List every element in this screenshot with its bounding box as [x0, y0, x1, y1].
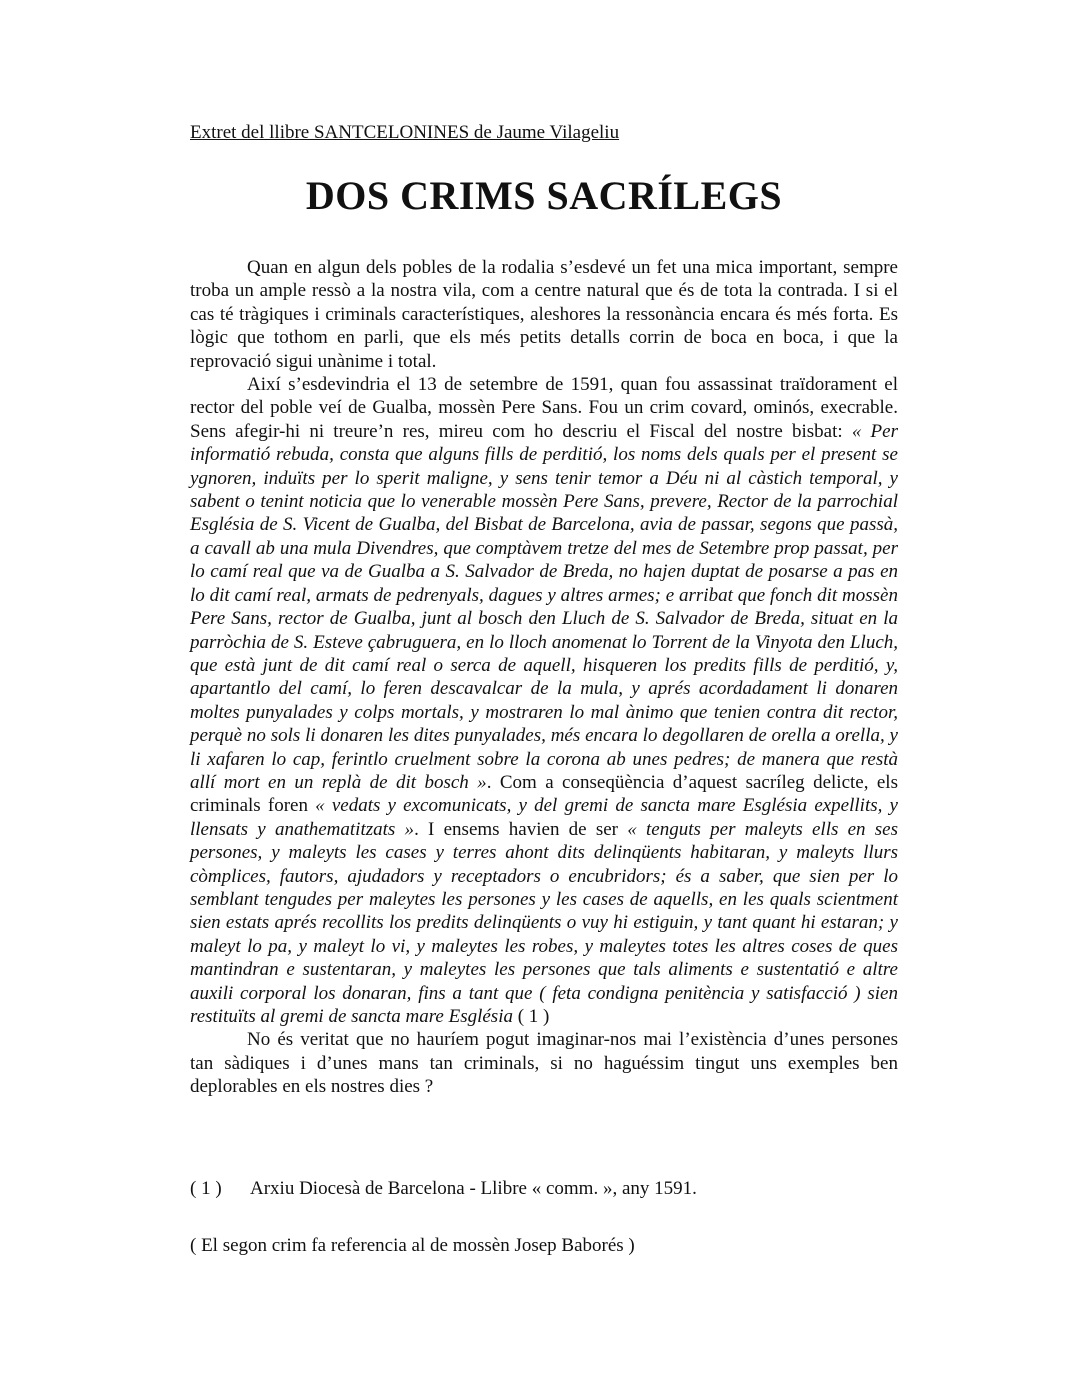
- footnote-1-text: Arxiu Diocesà de Barcelona - Llibre « comm. », any 1591.: [250, 1178, 697, 1199]
- text-run-footnote-ref: ( 1 ): [512, 1006, 550, 1027]
- footnote-1: [190, 1177, 898, 1200]
- text-column: [190, 122, 898, 1099]
- text-run-narration: Així s’esdevindria el 13 de setembre de 1591, quan fou assassinat traïdorament el rector del poble veí de Gualba, mossèn Pere Sans. Fou un crim covard, ominós, execrable. Sens afegir-hi ni treure’n res, mireu com ho descriu el Fiscal del nostre bisbat:: [190, 374, 898, 442]
- footnotes-section: [190, 1177, 898, 1257]
- text-run-excommunication-quote: « vedats y excomunicats, y del gremi de sancta mare Església expellits, y llensats y anathematitzats »: [190, 795, 898, 840]
- page-title: DOS CRIMS SACRÍLEGS: [305, 173, 783, 218]
- footnote-2: ( El segon crim fa referencia al de mossèn Josep Baborés ): [190, 1235, 635, 1256]
- footnote-1-marker: ( 1 ): [190, 1178, 222, 1199]
- text-run-fiscal-quote: « Per informatió rebuda, consta que alguns fills de perditió, los noms dels quals per el present se ygnoren, induïts per lo sperit maligne, y sens tenir temor a Déu ni al càstich temporal, y sabent o tenint noticia que lo venerable mossèn Pere Sans, prevere, Rector de la parrochial Església de S. Vicent de Gualba, del Bisbat de Barcelona, avia de passar, segons que passà, a cavall ab una mula Divendres, que comptàvem tretze del mes de Setembre prop passat, per lo camí real que va de Gualba a S. Salvador de Breda, no hajen duptat de posarse a pas en lo dit camí real, armats de pedrenyals, dagues y altres armes; e arribat que fonch dit mossèn Pere Sans, rector de Gualba, junt al bosch den Lluch de S. Salvador de Breda, situat en la parròchia de S. Esteve çabruguera, en lo lloch anomenat lo Torrent de la Vinyota den Lluch, que està junt de dit camí real o serca de aquell, hisqueren los predits fills de perditió, y, apartantlo del camí, lo feren descavalcar de la mula, y aprés acordadament li donaren moltes punyalades y colps mortals, y mostraren lo mal ànimo que tenien contra dit rector, perquè no sols li donaren les dites punyalades, més encara lo degollaren de orella a orella, y li xafaren lo cap, ferintlo cruelment sobre la corona ab unes pedres; de manera que restà allí mort en un replà de dit bosch »: [190, 420, 898, 793]
- text-run-narration: . Com a conseqüència d’aquest sacríleg delicte, els criminals foren: [190, 771, 898, 817]
- source-line: Extret del llibre SANTCELONINES de Jaume Vilageliu: [190, 122, 620, 143]
- text-run-narration: . I ensems havien de ser: [414, 818, 628, 840]
- paragraph-crime-account: [190, 373, 898, 1028]
- paragraph-intro: Quan en algun dels pobles de la rodalia s’esdevé un fet una mica important, sempre troba un ample ressò a la nostra vila, com a centre natural que és de tota la contrada. I si el cas té tràgiques i criminals característiques, aleshores la ressonància encara és més forta. Es lògic que tothom en parli, que els més petits detalls corrin de boca en boca, i que la reprovació sigui unànime i total.: [190, 257, 898, 372]
- article-body: [190, 256, 898, 1099]
- paragraph-closing: No és veritat que no hauríem pogut imaginar-nos mai l’existència d’unes persones tan sàdiques i d’unes mans tan criminals, si no haguéssim tingut uns exemples ben deplorables en els nostres dies ?: [190, 1029, 898, 1098]
- text-run-curse-quote: « tenguts per maleyts ells en ses persones, y maleyts les cases y terres ahont dits delinqüents habitaran, y maleyts llurs còmplices, fautors, ajudadors y receptadors o encubridors; és a saber, que sien per lo semblant tengudes per maleytes les persones y les cases de aquells, en les quals scientment sien estats aprés recollits los predits delinqüents o vuy hi estiguin, y tant quant hi estaran; y maleyt lo pa, y maleyt lo vi, y maleytes les robes, y maleytes totes les altres coses de ques mantindran e sustentaran, y maleytes les persones que tals aliments e sustentatió e altre auxili corporal los donaran, fins a tant que ( feta condigna penitència y satisfacció ) sien restituïts al gremi de sancta mare Església: [190, 818, 899, 1027]
